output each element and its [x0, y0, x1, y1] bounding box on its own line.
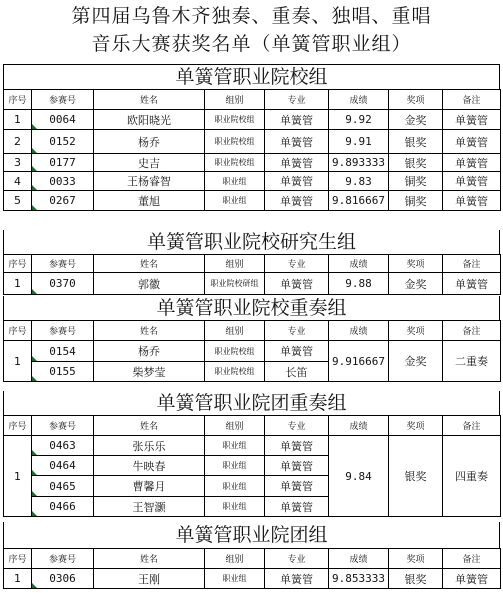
cell-name: 王杨睿智	[94, 172, 205, 191]
table-row	[4, 130, 501, 154]
document-title	[0, 2, 503, 58]
cell-id: 0155	[32, 362, 94, 382]
header-award: 奖项	[389, 321, 443, 341]
table-row	[4, 436, 501, 456]
header-id: 参赛号	[32, 416, 94, 436]
cell-name: 欧阳晓光	[94, 110, 205, 130]
header-row	[4, 321, 501, 341]
cell-no: 1	[4, 273, 32, 295]
header-score: 成绩	[329, 416, 389, 436]
cell-note: 二重奏	[443, 341, 501, 382]
cell-major: 单簧管	[265, 456, 329, 476]
header-no: 序号	[4, 90, 32, 110]
cell-id: 0267	[32, 191, 94, 211]
cell-major: 单簧管	[265, 130, 329, 154]
cell-group: 职业组	[205, 172, 265, 191]
header-no: 序号	[4, 549, 32, 569]
cell-name: 杨乔	[94, 130, 205, 154]
header-score: 成绩	[329, 321, 389, 341]
cell-major: 单簧管	[265, 569, 329, 589]
cell-note: 单簧管	[443, 154, 501, 172]
cell-score: 9.853333	[329, 569, 389, 589]
header-no: 序号	[4, 255, 32, 273]
table-row	[4, 273, 501, 295]
table-row	[4, 110, 501, 130]
cell-score: 9.83	[329, 172, 389, 191]
cell-major: 单簧管	[265, 497, 329, 517]
title-line-2: 音乐大赛获奖名单（单簧管职业组）	[91, 33, 412, 55]
cell-no: 4	[4, 172, 32, 191]
header-note: 备注	[443, 90, 501, 110]
header-award: 奖项	[389, 255, 443, 273]
cell-group: 职业院校组	[205, 362, 265, 382]
cell-id: 0177	[32, 154, 94, 172]
header-major: 专业	[265, 416, 329, 436]
cell-award: 金奖	[389, 273, 443, 295]
cell-note: 单簧管	[443, 273, 501, 295]
cell-score: 9.916667	[329, 341, 389, 382]
section-troupe	[3, 522, 500, 589]
header-id: 参赛号	[32, 549, 94, 569]
cell-group: 职业院校组	[205, 341, 265, 362]
header-score: 成绩	[329, 90, 389, 110]
section-title: 单簧管职业院校重奏组	[3, 296, 500, 320]
header-major: 专业	[265, 549, 329, 569]
section-troupe-ensemble	[3, 391, 500, 517]
cell-no: 1	[4, 436, 32, 517]
section-title: 单簧管职业院校组	[3, 64, 500, 89]
header-name: 姓名	[94, 255, 205, 273]
section-title: 单簧管职业院校研究生组	[3, 230, 500, 254]
cell-group: 职业院校组	[205, 110, 265, 130]
cell-award: 银奖	[389, 130, 443, 154]
cell-id: 0064	[32, 110, 94, 130]
cell-no: 3	[4, 154, 32, 172]
section-vocational-ensemble	[3, 296, 500, 382]
header-name: 姓名	[94, 416, 205, 436]
section-title: 单簧管职业院团组	[3, 522, 500, 548]
cell-group: 职业组	[205, 436, 265, 456]
cell-major: 单簧管	[265, 476, 329, 497]
cell-group: 职业组	[205, 497, 265, 517]
cell-award: 铜奖	[389, 172, 443, 191]
cell-note: 单簧管	[443, 110, 501, 130]
results-table	[3, 548, 501, 589]
cell-group: 职业组	[205, 191, 265, 211]
cell-award: 银奖	[389, 436, 443, 517]
results-table	[3, 254, 501, 295]
cell-note: 单簧管	[443, 569, 501, 589]
header-name: 姓名	[94, 549, 205, 569]
cell-id: 0465	[32, 476, 94, 497]
header-group: 组别	[205, 321, 265, 341]
header-group: 组别	[205, 255, 265, 273]
cell-award: 银奖	[389, 569, 443, 589]
cell-name: 王智灏	[94, 497, 205, 517]
header-id: 参赛号	[32, 90, 94, 110]
header-no: 序号	[4, 416, 32, 436]
cell-score: 9.893333	[329, 154, 389, 172]
cell-name: 牛映春	[94, 456, 205, 476]
cell-name: 张乐乐	[94, 436, 205, 456]
cell-no: 1	[4, 341, 32, 382]
cell-major: 单簧管	[265, 110, 329, 130]
cell-id: 0464	[32, 456, 94, 476]
header-no: 序号	[4, 321, 32, 341]
results-table	[3, 415, 501, 517]
results-table	[3, 320, 501, 382]
table-row	[4, 172, 501, 191]
header-id: 参赛号	[32, 321, 94, 341]
cell-score: 9.92	[329, 110, 389, 130]
table-row	[4, 191, 501, 211]
header-name: 姓名	[94, 90, 205, 110]
cell-group: 职业组	[205, 476, 265, 497]
header-score: 成绩	[329, 255, 389, 273]
cell-group: 职业组	[205, 569, 265, 589]
section-title: 单簧管职业院团重奏组	[3, 391, 500, 415]
cell-note: 单簧管	[443, 130, 501, 154]
cell-major: 单簧管	[265, 172, 329, 191]
cell-id: 0370	[32, 273, 94, 295]
cell-name: 杨乔	[94, 341, 205, 362]
cell-name: 柴梦莹	[94, 362, 205, 382]
header-id: 参赛号	[32, 255, 94, 273]
cell-name: 曹馨月	[94, 476, 205, 497]
cell-group: 职业院校组	[205, 154, 265, 172]
cell-score: 9.88	[329, 273, 389, 295]
cell-score: 9.816667	[329, 191, 389, 211]
cell-major: 单簧管	[265, 436, 329, 456]
cell-major: 单簧管	[265, 154, 329, 172]
cell-id: 0152	[32, 130, 94, 154]
header-major: 专业	[265, 321, 329, 341]
header-group: 组别	[205, 416, 265, 436]
header-award: 奖项	[389, 416, 443, 436]
cell-group: 职业组	[205, 456, 265, 476]
title-line-1: 第四届乌鲁木齐独奏、重奏、独唱、重唱	[71, 5, 432, 27]
cell-award: 金奖	[389, 341, 443, 382]
header-note: 备注	[443, 321, 501, 341]
cell-note: 单簧管	[443, 191, 501, 211]
cell-major: 长笛	[265, 362, 329, 382]
section-vocational-school	[3, 64, 500, 211]
header-score: 成绩	[329, 549, 389, 569]
cell-group: 职业院校研组	[205, 273, 265, 295]
header-row	[4, 416, 501, 436]
header-major: 专业	[265, 255, 329, 273]
header-group: 组别	[205, 90, 265, 110]
cell-name: 史吉	[94, 154, 205, 172]
header-row	[4, 255, 501, 273]
cell-major: 单簧管	[265, 273, 329, 295]
cell-no: 1	[4, 110, 32, 130]
cell-id: 0466	[32, 497, 94, 517]
cell-id: 0463	[32, 436, 94, 456]
cell-id: 0306	[32, 569, 94, 589]
header-note: 备注	[443, 549, 501, 569]
cell-major: 单簧管	[265, 341, 329, 362]
cell-score: 9.91	[329, 130, 389, 154]
cell-award: 银奖	[389, 154, 443, 172]
cell-no: 1	[4, 569, 32, 589]
header-group: 组别	[205, 549, 265, 569]
header-award: 奖项	[389, 549, 443, 569]
table-row	[4, 569, 501, 589]
header-major: 专业	[265, 90, 329, 110]
cell-score: 9.84	[329, 436, 389, 517]
header-award: 奖项	[389, 90, 443, 110]
table-row	[4, 154, 501, 172]
cell-major: 单簧管	[265, 191, 329, 211]
cell-note: 单簧管	[443, 172, 501, 191]
cell-award: 金奖	[389, 110, 443, 130]
cell-id: 0154	[32, 341, 94, 362]
section-vocational-graduate	[3, 230, 500, 295]
cell-note: 四重奏	[443, 436, 501, 517]
header-name: 姓名	[94, 321, 205, 341]
header-row	[4, 90, 501, 110]
cell-name: 郭徽	[94, 273, 205, 295]
cell-no: 2	[4, 130, 32, 154]
table-row	[4, 341, 501, 362]
header-note: 备注	[443, 255, 501, 273]
cell-name: 王刚	[94, 569, 205, 589]
header-note: 备注	[443, 416, 501, 436]
cell-award: 铜奖	[389, 191, 443, 211]
cell-group: 职业院校组	[205, 130, 265, 154]
cell-id: 0033	[32, 172, 94, 191]
cell-name: 董旭	[94, 191, 205, 211]
cell-no: 5	[4, 191, 32, 211]
results-table	[3, 89, 501, 211]
header-row	[4, 549, 501, 569]
